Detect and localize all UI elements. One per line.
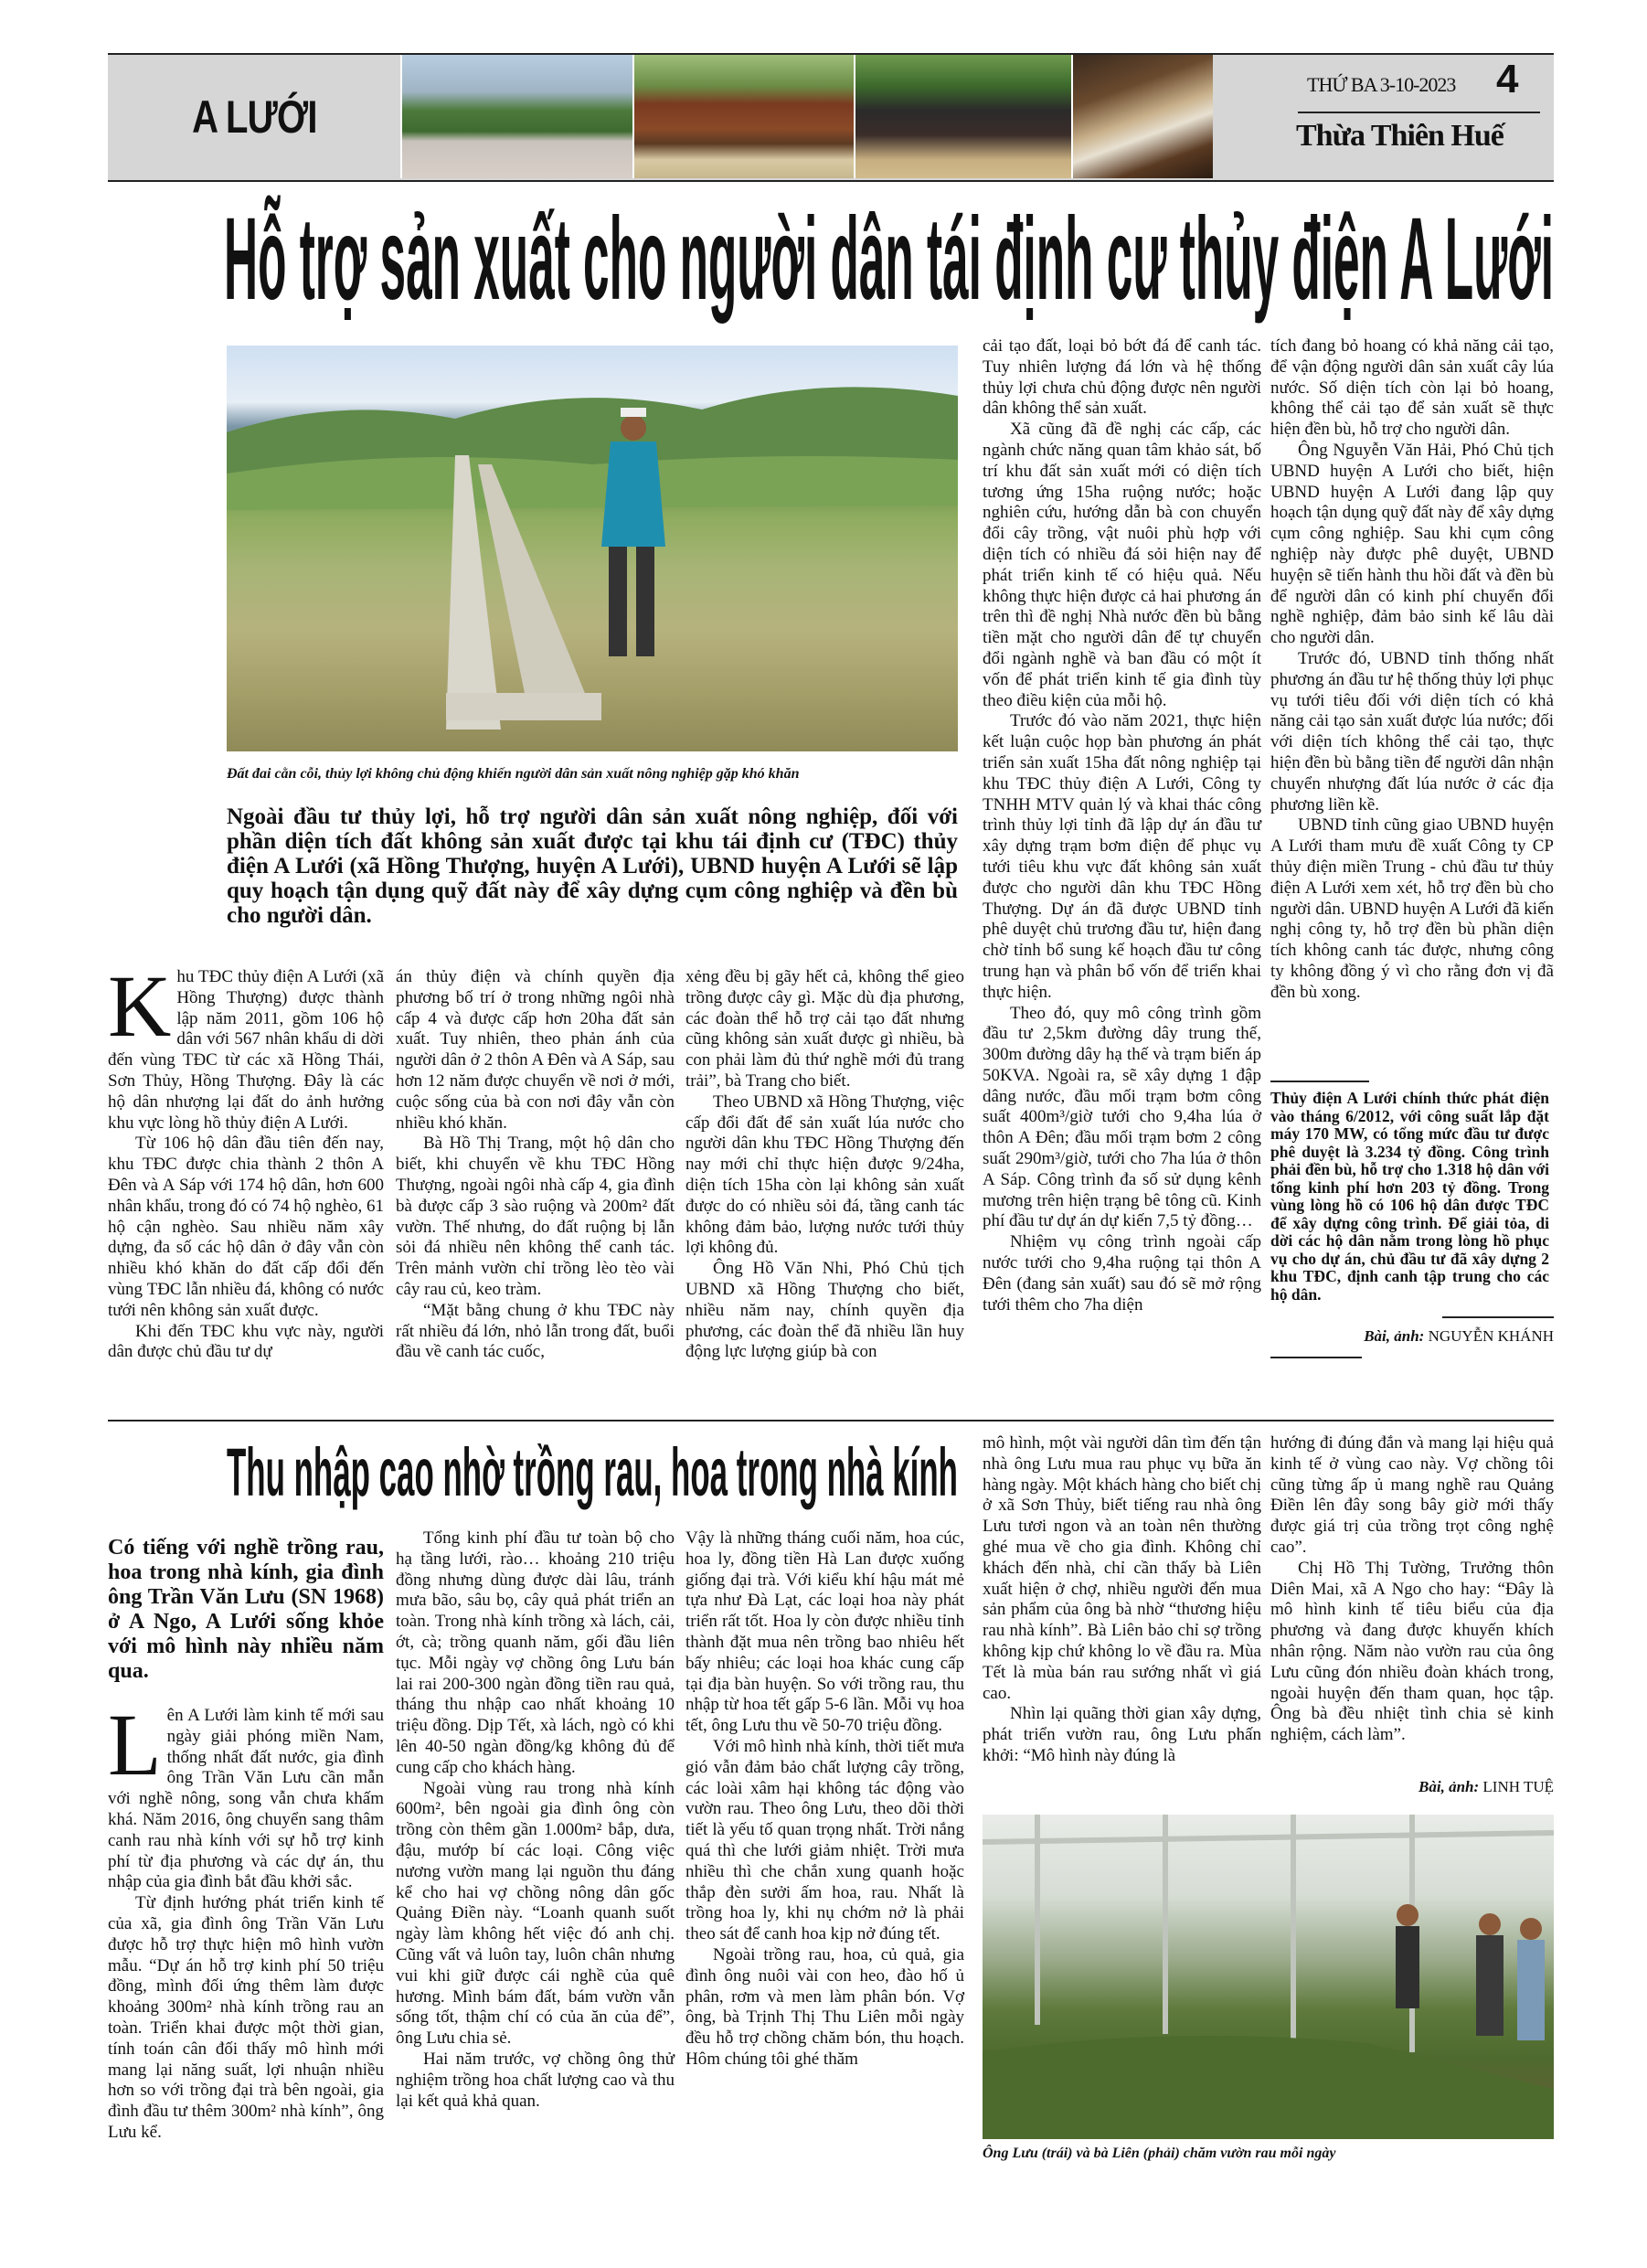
article1-photo (227, 346, 958, 751)
paragraph: Tổng kinh phí đầu tư toàn bộ cho hạ tầng lưới, rào… khoảng 210 triệu đồng nhưng dùng được dài lâu, tránh mưa bão, sâu bọ, cây quả phát triển an toàn. Trong nhà kính trồng xà lách, cải, ớt, cà; trồng quanh năm, gối đầu liên tục. Mỗi ngày vợ chồng ông Lưu bán lai rai 200-300 ngàn đồng tiền rau quả, tháng thu nhập cao nhất khoảng 10 triệu đồng. Dịp Tết, xà lách, ngò có khi lên 40-50 ngàn đồng/kg không đủ để cung cấp cho khách hàng. (396, 1528, 675, 1777)
article2-column-4 (983, 1433, 1261, 1767)
article2-headline: Thu nhập cao nhờ trồng rau, hoa trong nhà kính (227, 1434, 958, 1510)
article2-byline (1270, 1778, 1554, 1796)
header-photo-town (400, 55, 632, 178)
header-photo-weaving (1071, 55, 1213, 178)
byline-label: Bài, ảnh: (1419, 1778, 1480, 1795)
article2-column-2 (396, 1528, 675, 2112)
paragraph: Theo đó, quy mô công trình gồm đầu tư 2,5km đường dây trung thế, 300m đường dây hạ thế và trạm biến áp 50KVA. Ngoài ra, sẽ xây dựng 1 đập dâng nước, đầu mối trạm bơm công suất 400m³/giờ tưới cho 9,4ha lúa ở thôn A Đên; đầu mối trạm bơm 2 công suất 290m³/giờ, tưới cho 7ha lúa ở thôn A Sáp. Công trình đa số sử dụng kênh mương trên hiện trạng bê tông cũ. Kinh phí đầu tư dự án dự kiến 7,5 tỷ đồng… (983, 1003, 1261, 1231)
paragraph: Nhìn lại quãng thời gian xây dựng, phát triển vườn rau, ông Lưu phấn khởi: “Mô hình này đúng là (983, 1704, 1261, 1765)
article1-lead: Ngoài đầu tư thủy lợi, hỗ trợ người dân sản xuất nông nghiệp, đối với phần diện tích đất không sản xuất được tại khu tái định cư (TĐC) thủy điện A Lưới (xã Hồng Thượng, huyện A Lưới), UBND huyện A Lưới sẽ lập quy hoạch tận dụng quỹ đất này để xây dựng cụm công nghiệp và đền bù cho người dân. (227, 804, 958, 928)
article2-column-5 (1270, 1433, 1554, 1746)
header-divider (1298, 112, 1540, 113)
article2-column-1 (108, 1696, 384, 2144)
byline-bottom-rule (1270, 1357, 1362, 1358)
article2-column-3 (685, 1528, 964, 2071)
paragraph: Vậy là những tháng cuối năm, hoa cúc, hoa ly, đồng tiền Hà Lan được xuống giống đại trà. Với kiểu khí hậu mát mẻ tựa như Đà Lạt, các loại hoa này phát triển rất tốt. Hoa ly còn được nhiều tỉnh thành đặt mua nên trồng bao nhiêu hết bấy nhiêu; các loại hoa khác cung cấp tại địa bàn huyện. So với trồng rau, thu nhập từ hoa tết gấp 5-6 lần. Mỗi vụ hoa tết, ông Lưu thu về 50-70 triệu đồng. (685, 1528, 964, 1736)
paragraph: Ngoài trồng rau, hoa, củ quả, gia đình ông nuôi vài con heo, đào hố ủ phân, rơm và men làm phân bón. Vợ ông, bà Trịnh Thị Thu Liên mỗi ngày đều hỗ trợ chồng chăm bón, thu hoạch. Hôm chúng tôi ghé thăm (685, 1944, 964, 2069)
drop-cap: K (108, 957, 172, 1055)
paragraph: UBND tỉnh cũng giao UBND huyện A Lưới tham mưu đề xuất Công ty CP thủy điện miền Trung - chủ đầu tư thủy điện A Lưới xem xét, hỗ trợ đền bù cho người dân. UBND huyện A Lưới đã kiến nghị công ty, hỗ trợ đền bù phần diện tích không canh tác được, nhưng công ty không đồng ý vì cho rằng đơn vị đã đền bù xong. (1270, 815, 1554, 1002)
article-divider (108, 1420, 1554, 1421)
paragraph: Nhiệm vụ công trình ngoài cấp nước tưới cho 9,4ha ruộng tại thôn A Đên (đang sản xuất) sau đó sẽ mở rộng tưới thêm cho 7ha diện (983, 1232, 1261, 1315)
drop-cap: L (108, 1696, 162, 1794)
paragraph: Với mô hình nhà kính, thời tiết mưa gió vẫn đảm bảo chất lượng cây trồng, các loài xâm hại không tác động vào vườn rau. Theo ông Lưu, theo dõi thời tiết là yếu tố quan trọng nhất. Trời nắng quá thì che lưới giảm nhiệt. Trời mưa nhiều thì che chắn xung quanh hoặc thắp đèn sưởi ấm hoa, rau. Nhất là trồng hoa ly, khi nụ chớm nở là phải theo sát để canh hoa kịp nở đúng tết. (685, 1736, 964, 1944)
header-photo-festival (854, 55, 1071, 178)
byline-author: NGUYỄN KHÁNH (1428, 1327, 1554, 1345)
paragraph: hướng đi đúng đắn và mang lại hiệu quả kinh tế ở vùng cao này. Vợ chồng tôi cũng từng ấp ủ mang nghề rau Quảng Điền lên đây song bây giờ mới thấy được giá trị của trồng trọt công nghệ cao”. (1270, 1433, 1554, 1557)
paragraph: mô hình, một vài người dân tìm đến tận nhà ông Lưu mua rau phục vụ bữa ăn hàng ngày. Một khách hàng cho biết chị ở xã Sơn Thủy, biết tiếng rau nhà ông Lưu tươi ngon và an toàn nên thường ghé mua về cho gia đình. Không chỉ khách đến nhà, chỉ cần thấy bà Liên xuất hiện ở chợ, nhiều người đến mua sản phẩm của ông bà nhờ “thương hiệu rau nhà kính”. Bà Liên bảo chỉ sợ trồng không kịp chứ không lo về đầu ra. Mùa Tết là mùa bán rau sướng nhất vì giá cao. (983, 1433, 1261, 1703)
paragraph: Theo UBND xã Hồng Thượng, việc cấp đổi đất để sản xuất lúa nước cho người dân khu TĐC Hồng Thượng đến nay mới chỉ thực hiện được 9/24ha, diện tích 15ha còn lại không sản xuất được do có nhiều sỏi đá, tầng canh tác không đảm bảo, lượng nước tưới thủy lợi không đủ. (685, 1091, 964, 1258)
paragraph (108, 1696, 384, 1893)
article1-byline (1270, 1327, 1554, 1346)
sidebar-fact-box: Thủy điện A Lưới chính thức phát điện vào tháng 6/2012, với công suất lắp đặt máy 170 MW, có tổng mức đầu tư được phê duyệt là 3.234 tỷ đồng. Công trình phải đền bù, hỗ trợ cho 1.318 hộ dân với tổng kinh phí hơn 203 tỷ đồng. Trong vùng lòng hồ có 106 hộ dân được TĐC để xây dựng công trình. Để giải tỏa, di dời các hộ dân nằm trong lòng hồ phục vụ cho dự án, chủ đầu tư đã xây dựng 2 khu TĐC, định canh tập trung cho các hộ dân. (1270, 1089, 1549, 1304)
byline-rule (1442, 1316, 1554, 1318)
paragraph: án thủy điện và chính quyền địa phương bố trí ở trong những ngôi nhà cấp 4 và được cấp hơn 20ha đất sản xuất. Tuy nhiên, theo phản ánh của người dân ở 2 thôn A Đên và A Sáp, sau hơn 12 năm được chuyển về nơi ở mới, cuộc sống của bà con nơi đây vẫn còn nhiều khó khăn. (396, 967, 675, 1133)
paragraph: Ông Hồ Văn Nhi, Phó Chủ tịch UBND xã Hồng Thượng cho biết, nhiều năm nay, chính quyền địa phương, các đoàn thể đã nhiều lần huy động lực lượng giúp bà con (685, 1259, 964, 1362)
page-number: 4 (1496, 57, 1519, 101)
paragraph: tích đang bỏ hoang có khả năng cải tạo, để vận động người dân sản xuất cây lúa nước. Số diện tích còn lại bỏ hoang, không thể cải tạo để sản xuất sẽ thực hiện đền bù, hỗ trợ cho người dân. (1270, 336, 1554, 440)
article1-photo-caption: Đất đai cằn cỗi, thủy lợi không chủ động khiến người dân sản xuất nông nghiệp gặp khó khăn (227, 766, 800, 782)
article2-photo-caption: Ông Lưu (trái) và bà Liên (phải) chăm vườn rau mỗi ngày (983, 2146, 1336, 2161)
article1-column-1 (108, 957, 384, 1363)
farmer-field-illustration (227, 346, 958, 751)
paragraph: Xã cũng đã đề nghị các cấp, các ngành chức năng quan tâm khảo sát, bố trí khu đất sản xuất mới có diện tích tương ứng 15ha ruộng nước; hoặc nghiên cứu, hướng dẫn bà con chuyển đổi cây trồng, vật nuôi phù hợp với diện tích có nhiều đá sỏi hiện nay để phát triển kinh tế có hiệu quả. Nếu không thực hiện được cả hai phương án trên thì đề nghị Nhà nước đền bù bằng tiền mặt cho người dân để tự chuyển đổi ngành nghề và ban đầu có một ít vốn để phát triển kinh tế gia đình tùy theo điều kiện của mỗi hộ. (983, 420, 1261, 710)
article2-photo-greenhouse (983, 1815, 1554, 2139)
paragraph: Chị Hồ Thị Tường, Trưởng thôn Diên Mai, xã A Ngo cho hay: “Đây là mô hình kinh tế tiêu biểu của địa phương và đang được khuyến khích nhân rộng. Năm nào vườn rau của ông Lưu cũng đón nhiều đoàn khách trong, ngoài huyện đến tham quan, học tập. Ông bà đều nhiệt tình chia sẻ kinh nghiệm, cách làm”. (1270, 1558, 1554, 1745)
paragraph: Bà Hồ Thị Trang, một hộ dân cho biết, khi chuyển về khu TĐC Hồng Thượng, ngoài ngôi nhà cấp 4, gia đình bà được cấp 3 sào ruộng và 200m² đất vườn. Thế nhưng, do đất ruộng bị lẫn sỏi đá nhiều nên không thể canh tác. Trên mảnh vườn chỉ trồng lèo tèo vài cây rau củ, keo tràm. (396, 1134, 675, 1299)
article1-headline: Hỗ trợ sản xuất cho người dân tái định cư thủy điện A Lưới (224, 194, 1554, 325)
article1-column-2 (396, 967, 675, 1363)
paragraph (108, 957, 384, 1134)
article1-column-4 (983, 336, 1261, 1315)
section-name: A LƯỚI (191, 91, 317, 143)
greenhouse-illustration (983, 1815, 1554, 2139)
article1-column-3 (685, 967, 964, 1363)
paragraph: Ông Nguyễn Văn Hải, Phó Chủ tịch UBND huyện A Lưới cho biết, hiện UBND huyện A Lưới đang lập quy hoạch tận dụng quỹ đất này để xây dựng cụm công nghiệp. Sau khi cụm công nghiệp này được phê duyệt, UBND huyện sẽ tiến hành thu hồi đất và đền bù để người dân có kinh phí chuyển đổi nghề nghiệp, đảm bảo sinh kế lâu dài cho người dân. (1270, 440, 1554, 648)
paragraph: cải tạo đất, loại bỏ bớt đá để canh tác. Tuy nhiên lượng đá lớn và hệ thống thủy lợi chưa chủ động được nên người dân không thể sản xuất. (983, 336, 1261, 419)
byline-label: Bài, ảnh: (1364, 1327, 1425, 1345)
paragraph: Khi đến TĐC khu vực này, người dân được chủ đầu tư dự (108, 1321, 384, 1362)
paragraph: Từ định hướng phát triển kinh tế của xã, gia đình ông Trần Văn Lưu được hỗ trợ thực hiện mô hình vườn mẫu. “Dự án hỗ trợ kinh phí 50 triệu đồng, mình đối ứng thêm làm được khoảng 300m² nhà kính trồng rau an toàn. Triển khai được một thời gian, tính toán cân đối thấy mô hình mới mang lại năng suất, lợi nhuận nhiều hơn so với trồng đại trà bên ngoài, gia đình đầu tư thêm 300m² nhà kính”, ông Lưu kể. (108, 1893, 384, 2142)
paragraph-text: ên A Lưới làm kinh tế mới sau ngày giải phóng miền Nam, thống nhất đất nước, gia đình ông Trần Văn Lưu cần mẫn với nghề nông, song vẫn chưa khấm khá. Năm 2016, ông chuyển sang thâm canh rau nhà kính với sự hỗ trợ kinh phí từ địa phương và các dự án, thu nhập của gia đình bắt đầu khởi sắc. (108, 1706, 384, 1892)
sidebar-box-top-rule (1270, 1081, 1369, 1082)
paragraph: Trước đó vào năm 2021, thực hiện kết luận cuộc họp bàn phương án phát triển sản xuất 15ha đất nông nghiệp tại khu TĐC thủy điện A Lưới, Công ty TNHH MTV quản lý và khai thác công trình thủy lợi tỉnh đã lập dự án đầu tư xây dựng trạm bơm điện để phục vụ tưới tiêu khu vực đất không sản xuất được cho người dân khu TĐC Hồng Thượng. Dự án đã được UBND tỉnh phê duyệt chủ trương đầu tư, hiện đang chờ tỉnh bổ sung kế hoạch đầu tư công trung hạn và phân bổ vốn để triển khai thực hiện. (983, 711, 1261, 1002)
paragraph: Từ 106 hộ dân đầu tiên đến nay, khu TĐC được chia thành 2 thôn A Đên và A Sáp với 174 hộ dân, hơn 600 nhân khẩu, trong đó có 74 hộ nghèo, 61 hộ cận nghèo. Sau nhiều năm xây dựng, đa số các hộ dân ở đây vẫn còn nhiều khó khăn do đất cấp đổi đến vùng TĐC lẫn nhiều đá, không có nước tưới nên không sản xuất được. (108, 1134, 384, 1320)
header-photo-stilt-house (632, 55, 854, 178)
paragraph: xẻng đều bị gãy hết cả, không thể gieo trồng được cây gì. Mặc dù địa phương, các đoàn thể hỗ trợ cải tạo đất nhưng cũng không sản xuất được gì nhiều, bà con phải làm đủ thứ nghề mới đủ trang trải”, bà Trang cho biết. (685, 967, 964, 1091)
paragraph: “Mặt bằng chung ở khu TĐC này rất nhiều đá lớn, nhỏ lẫn trong đất, buổi đầu về canh tác cuốc, (396, 1300, 675, 1362)
paragraph: Trước đó, UBND tỉnh thống nhất phương án đầu tư hệ thống thủy lợi phục vụ tưới tiêu đối với diện tích có khả năng cải tạo sản xuất được lúa nước; đối với diện tích không thể cải tạo, thực hiện đền bù bằng tiền để người dân nhận chuyển nhượng đất lúa nước ở các địa phương liền kề. (1270, 648, 1554, 815)
issue-date: THỨ BA 3-10-2023 (1307, 73, 1456, 96)
newspaper-name: Thừa Thiên Huế (1296, 119, 1504, 153)
paragraph-text: hu TĐC thủy điện A Lưới (xã Hồng Thượng) được thành lập năm 2011, gồm 106 hộ dân với 567 nhân khẩu di dời đến vùng TĐC từ các xã Hồng Thái, Sơn Thủy, Hồng Thượng. Đây là các hộ dân nhượng lại đất do ảnh hưởng khu vực lòng hồ thủy điện A Lưới. (108, 967, 384, 1133)
article2-lead: Có tiếng với nghề trồng rau, hoa trong nhà kính, gia đình ông Trần Văn Lưu (SN 1968) ở A Ngo, A Lưới sống khỏe với mô hình này nhiều năm qua. (108, 1536, 384, 1683)
article1-column-5 (1270, 336, 1554, 1004)
paragraph: Hai năm trước, vợ chồng ông thử nghiệm trồng hoa chất lượng cao và thu lại kết quả khả quan. (396, 2049, 675, 2111)
paragraph: Ngoài vùng rau trong nhà kính 600m², bên ngoài gia đình ông còn trồng còn thêm gần 1.000m² bắp, dưa, đậu, mướp bí các loại. Công việc nương vườn mang lại nguồn thu đáng kể cho hai vợ chồng nông dân gốc Quảng Điền này. “Loanh quanh suốt ngày làm không hết việc đó anh chị. Cũng vất vả luôn tay, luôn chân nhưng vui khi giữ được cái nghề của quê hương. Mình bám đất, bám vườn vẫn sống tốt, thậm chí có của ăn của để”, ông Lưu chia sẻ. (396, 1778, 675, 2049)
byline-author: LINH TUỆ (1482, 1778, 1554, 1795)
